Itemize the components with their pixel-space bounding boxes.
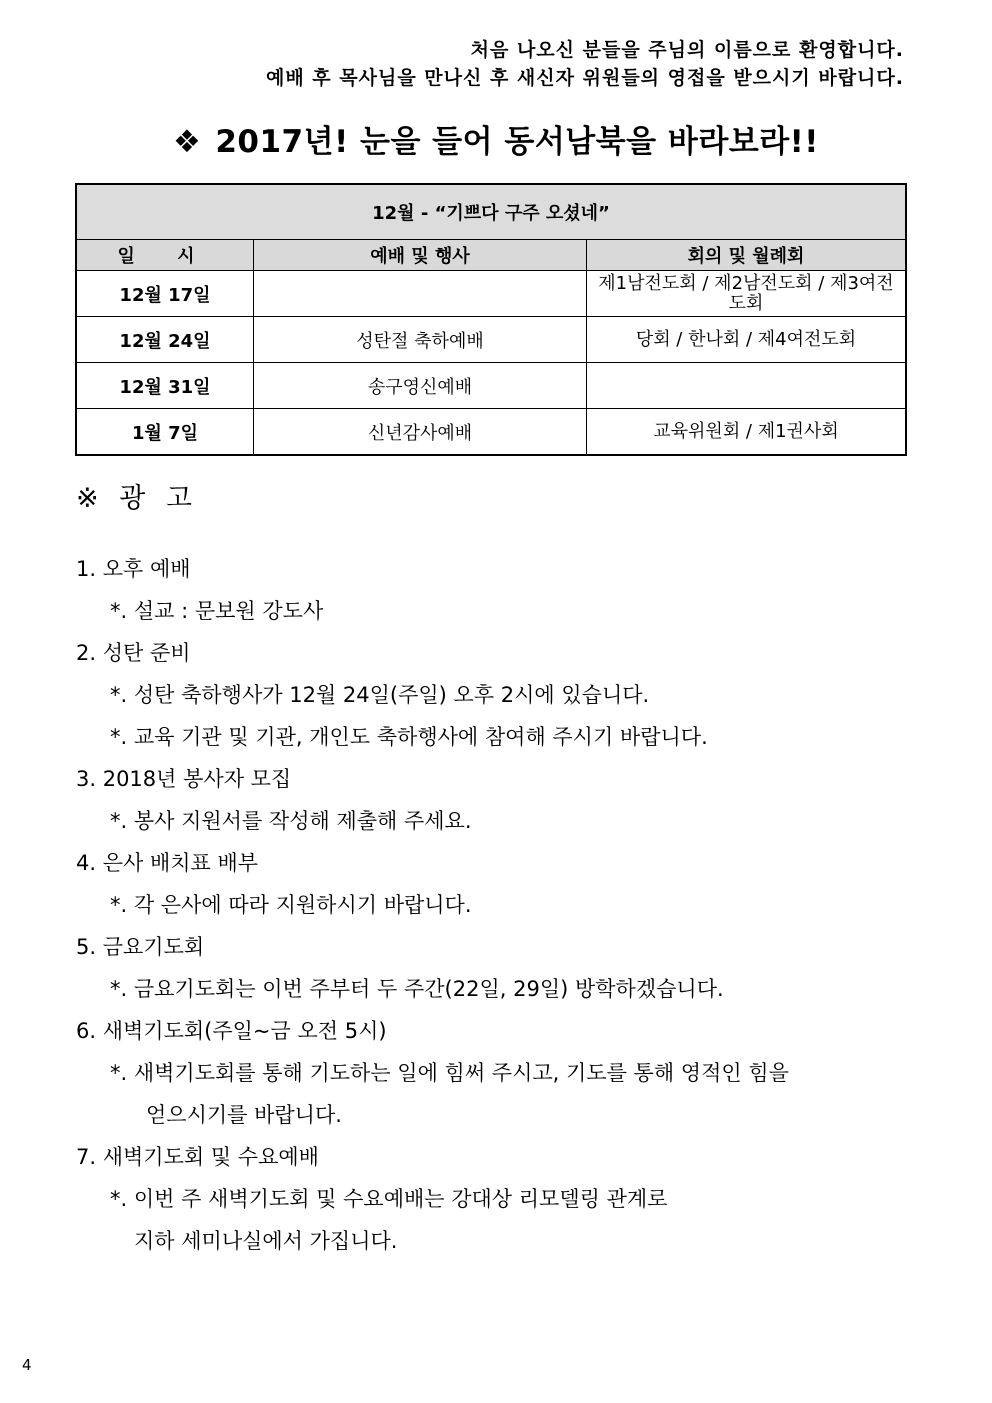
row-date: 12월 17일 bbox=[76, 271, 254, 317]
announcement-detail: *. 금요기도회는 이번 주부터 두 주간(22일, 29일) 방학하겠습니다. bbox=[110, 977, 724, 1001]
announcement-heading: 2. 성탄 준비 bbox=[76, 641, 191, 665]
table-row bbox=[76, 271, 906, 317]
row-date: 12월 31일 bbox=[76, 363, 254, 409]
row-date: 12월 24일 bbox=[76, 317, 254, 363]
announcement-item bbox=[76, 842, 916, 926]
announcement-item bbox=[76, 548, 916, 632]
announcement-heading: 7. 새벽기도회 및 수요예배 bbox=[76, 1145, 319, 1169]
page-title-text: 2017년! 눈을 들어 동서남북을 바라보라!! bbox=[215, 124, 819, 160]
table-row bbox=[76, 363, 906, 409]
row-worship bbox=[254, 271, 587, 317]
announcement-heading: 3. 2018년 봉사자 모집 bbox=[76, 767, 292, 791]
diamond-icon: ❖ bbox=[173, 124, 202, 160]
welcome-line-2: 예배 후 목사님을 만나신 후 새신자 위원들의 영접을 받으시기 바랍니다. bbox=[265, 67, 904, 89]
announcement-item bbox=[76, 758, 916, 842]
row-meeting bbox=[587, 363, 907, 409]
announcement-item bbox=[76, 632, 916, 758]
table-row bbox=[76, 317, 906, 363]
announcements-title: ※ 광 고 bbox=[76, 483, 198, 514]
page-title bbox=[0, 116, 992, 161]
welcome-message bbox=[266, 36, 904, 92]
schedule-month-header: 12월 - “기쁘다 구주 오셨네” bbox=[76, 184, 906, 240]
announcement-item bbox=[76, 1010, 916, 1136]
announcement-heading: 4. 은사 배치표 배부 bbox=[76, 851, 259, 875]
schedule-column-header-row bbox=[76, 240, 906, 271]
row-worship: 성탄절 축하예배 bbox=[254, 317, 587, 363]
row-meeting: 교육위원회 / 제1권사회 bbox=[587, 409, 907, 456]
welcome-line-1: 처음 나오신 분들을 주님의 이름으로 환영합니다. bbox=[470, 39, 904, 61]
page-number: 4 bbox=[22, 1356, 32, 1374]
announcement-detail: *. 설교 : 문보원 강도사 bbox=[110, 599, 324, 623]
announcements-list bbox=[76, 548, 916, 1262]
row-meeting: 당회 / 한나회 / 제4여전도회 bbox=[587, 317, 907, 363]
announcement-detail: *. 이번 주 새벽기도회 및 수요예배는 강대상 리모델링 관계로 bbox=[110, 1187, 668, 1211]
column-header-date: 일 시 bbox=[76, 240, 254, 271]
announcement-detail: *. 교육 기관 및 기관, 개인도 축하행사에 참여해 주시기 바랍니다. bbox=[110, 725, 708, 749]
table-row bbox=[76, 409, 906, 456]
announcement-detail: *. 성탄 축하행사가 12월 24일(주일) 오후 2시에 있습니다. bbox=[110, 683, 650, 707]
announcement-heading: 5. 금요기도회 bbox=[76, 935, 205, 959]
row-meeting: 제1남전도회 / 제2남전도회 / 제3여전도회 bbox=[587, 271, 907, 317]
schedule-table bbox=[75, 183, 907, 456]
announcement-item bbox=[76, 1136, 916, 1262]
announcement-heading: 1. 오후 예배 bbox=[76, 557, 191, 581]
announcement-detail: *. 각 은사에 따라 지원하시기 바랍니다. bbox=[110, 893, 472, 917]
announcement-item bbox=[76, 926, 916, 1010]
row-worship: 송구영신예배 bbox=[254, 363, 587, 409]
announcement-detail-continued: 지하 세미나실에서 가집니다. bbox=[134, 1229, 398, 1253]
schedule-month-header-row bbox=[76, 184, 906, 240]
row-date: 1월 7일 bbox=[76, 409, 254, 456]
announcement-heading: 6. 새벽기도회(주일~금 오전 5시) bbox=[76, 1019, 387, 1043]
column-header-worship: 예배 및 행사 bbox=[254, 240, 587, 271]
column-header-meeting: 회의 및 월례회 bbox=[587, 240, 907, 271]
row-worship: 신년감사예배 bbox=[254, 409, 587, 456]
announcement-detail-continued: 얻으시기를 바랍니다. bbox=[146, 1103, 342, 1127]
announcement-detail: *. 새벽기도회를 통해 기도하는 일에 힘써 주시고, 기도를 통해 영적인 힘을 bbox=[110, 1061, 789, 1085]
announcement-detail: *. 봉사 지원서를 작성해 제출해 주세요. bbox=[110, 809, 472, 833]
